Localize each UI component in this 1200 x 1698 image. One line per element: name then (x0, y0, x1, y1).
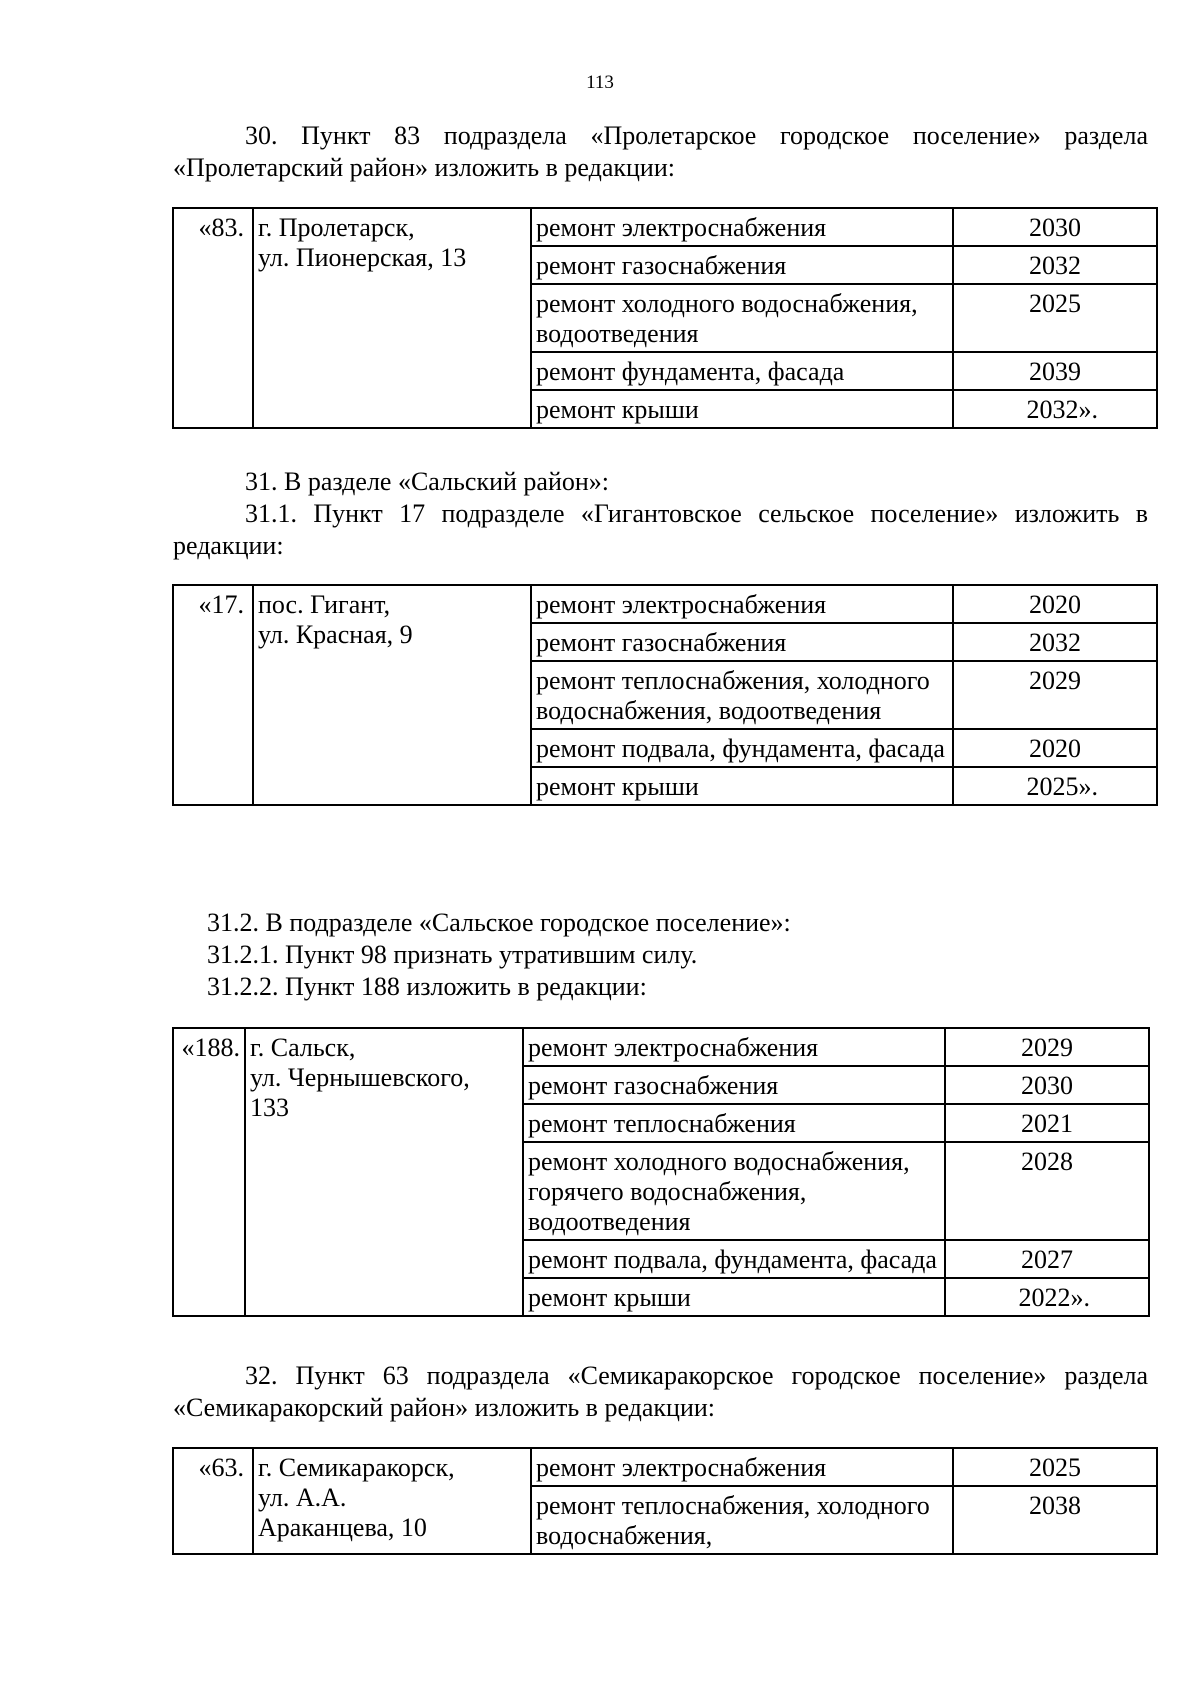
section-32-text: 32. Пункт 63 подраздела «Семикаракорское городское поселение» раздела «Семикаракорский район» изложить в редакции: (173, 1361, 1148, 1422)
table-item-17 (172, 584, 1158, 806)
section-31-2-2-line: 31.2.2. Пункт 188 изложить в редакции: (207, 972, 647, 1001)
work-year: 2020 (953, 585, 1157, 623)
table-item-63 (172, 1447, 1158, 1555)
item-address (245, 1028, 523, 1316)
table-row (173, 208, 1157, 246)
work-type: ремонт электроснабжения (531, 585, 953, 623)
work-type: ремонт холодного водоснабжения, горячего водоснабжения, водоотведения (523, 1142, 945, 1240)
work-year: 2029 (945, 1028, 1149, 1066)
table-item-188 (172, 1027, 1150, 1317)
work-type: ремонт крыши (531, 767, 953, 805)
work-type: ремонт электроснабжения (531, 1448, 953, 1486)
work-year: 2030 (953, 208, 1157, 246)
work-type: ремонт газоснабжения (531, 623, 953, 661)
address-line: ул. Красная, 9 (258, 620, 413, 649)
work-year: 2032 (953, 246, 1157, 284)
work-year: 2027 (945, 1240, 1149, 1278)
work-year: 2022». (945, 1278, 1149, 1316)
work-year: 2025». (953, 767, 1157, 805)
work-type: ремонт электроснабжения (531, 208, 953, 246)
section-31-1-text: 31.1. Пункт 17 подразделе «Гигантовское сельское поселение» изложить в редакции: (173, 499, 1148, 560)
work-type: ремонт теплоснабжения (523, 1104, 945, 1142)
item-number: «83. (173, 208, 253, 428)
address-line: ул. Чернышевского, (250, 1063, 470, 1092)
work-year: 2030 (945, 1066, 1149, 1104)
work-year: 2025 (953, 284, 1157, 352)
item-address (253, 585, 531, 805)
item-number: «63. (173, 1448, 253, 1554)
section-31-2-line: 31.2. В подразделе «Сальское городское поселение»: (207, 908, 791, 937)
work-year: 2032 (953, 623, 1157, 661)
work-type: ремонт подвала, фундамента, фасада (531, 729, 953, 767)
work-type: ремонт крыши (523, 1278, 945, 1316)
work-type: ремонт теплоснабжения, холодного водоснабжения, водоотведения (531, 661, 953, 729)
work-type: ремонт теплоснабжения, холодного водоснабжения, (531, 1486, 953, 1554)
work-year: 2029 (953, 661, 1157, 729)
work-type: ремонт крыши (531, 390, 953, 428)
address-line: ул. Пионерская, 13 (258, 243, 467, 272)
work-year: 2038 (953, 1486, 1157, 1554)
address-line: пос. Гигант, (258, 590, 391, 619)
table-item-83 (172, 207, 1158, 429)
section-31-2-1-line: 31.2.1. Пункт 98 признать утратившим силу. (207, 940, 698, 969)
address-line: г. Семикаракорск, (258, 1453, 455, 1482)
item-number: «17. (173, 585, 253, 805)
work-type: ремонт газоснабжения (523, 1066, 945, 1104)
work-type: ремонт подвала, фундамента, фасада (523, 1240, 945, 1278)
work-type: ремонт электроснабжения (523, 1028, 945, 1066)
item-address (253, 208, 531, 428)
work-type: ремонт холодного водоснабжения, водоотведения (531, 284, 953, 352)
address-line: Араканцева, 10 (258, 1513, 427, 1542)
table-row (173, 1448, 1157, 1486)
address-line: г. Пролетарск, (258, 213, 415, 242)
work-type: ремонт газоснабжения (531, 246, 953, 284)
section-30-text: 30. Пункт 83 подраздела «Пролетарское городское поселение» раздела «Пролетарский район» изложить в редакции: (173, 121, 1148, 182)
address-line: ул. А.А. (258, 1483, 347, 1512)
work-type: ремонт фундамента, фасада (531, 352, 953, 390)
section-31-heading: 31. В разделе «Сальский район»: (245, 467, 609, 496)
work-year: 2021 (945, 1104, 1149, 1142)
table-row (173, 585, 1157, 623)
work-year: 2028 (945, 1142, 1149, 1240)
work-year: 2039 (953, 352, 1157, 390)
work-year: 2020 (953, 729, 1157, 767)
address-line: 133 (250, 1093, 289, 1122)
table-row (173, 1028, 1149, 1066)
address-line: г. Сальск, (250, 1033, 356, 1062)
item-address (253, 1448, 531, 1554)
item-number: «188. (173, 1028, 245, 1316)
work-year: 2025 (953, 1448, 1157, 1486)
work-year: 2032». (953, 390, 1157, 428)
page-number: 113 (586, 72, 614, 93)
